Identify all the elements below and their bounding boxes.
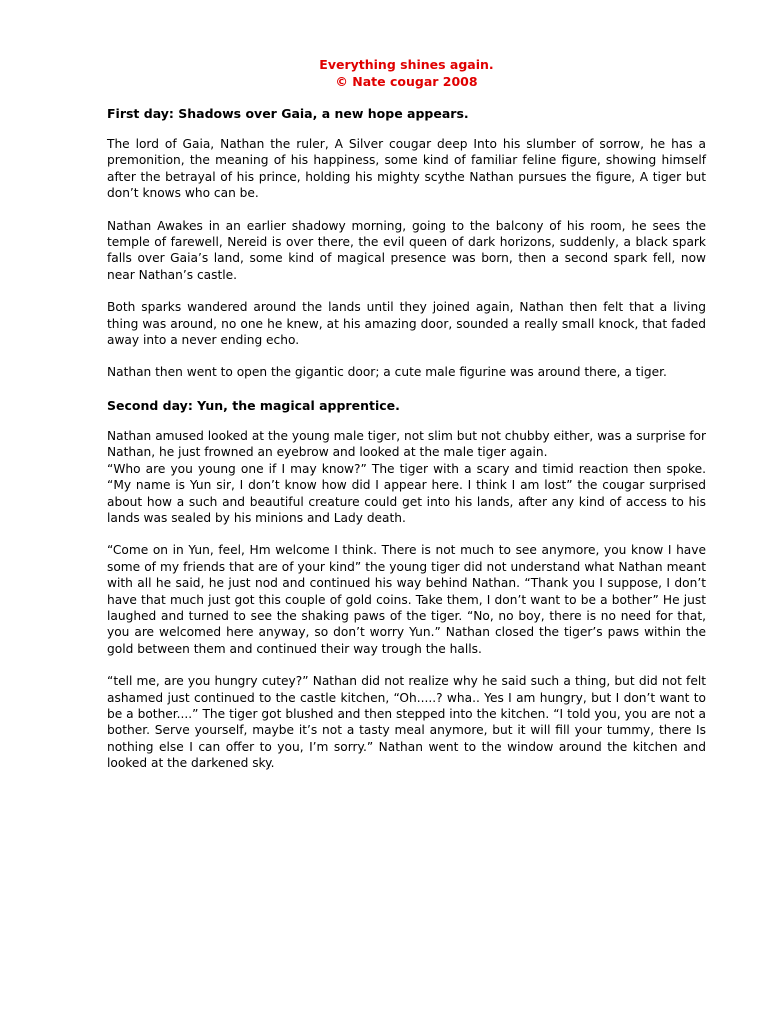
section-heading-first-day: First day: Shadows over Gaia, a new hope appears.: [107, 106, 469, 121]
paragraph: Nathan then went to open the gigantic door; a cute male figurine was around there, a tiger.: [107, 365, 667, 380]
title-block: [107, 56, 706, 90]
section-heading-second-day: Second day: Yun, the magical apprentice.: [107, 397, 400, 413]
paragraph: The lord of Gaia, Nathan the ruler, A Silver cougar deep Into his slumber of sorrow, he has a premonition, the meaning of his happiness, some kind of familiar feline figure, showing himself after the betrayal of his prince, holding his mighty scythe Nathan pursues the figure, A tiger but don’t knows who can be.: [107, 137, 706, 201]
paragraph: “tell me, are you hungry cutey?” Nathan did not realize why he said such a thing, but did not felt ashamed just continued to the castle kitchen, “Oh.....? wha.. Yes I am hungry, but I don’t want to be a bother....” The tiger got blushed and then stepped into the kitchen. “I told you, you are not a bother. Serve yourself, maybe it’s not a tasty meal anymore, but it will fill your tummy, there Is nothing else I can offer to you, I’m sorry.” Nathan went to the window around the kitchen and looked at the darkened sky.: [107, 674, 706, 771]
document-title: Everything shines again.: [319, 57, 494, 72]
copyright-line: © Nate cougar 2008: [335, 74, 478, 89]
paragraph: Nathan amused looked at the young male tiger, not slim but not chubby either, was a surprise for Nathan, he just frowned an eyebrow and looked at the male tiger again.: [107, 428, 706, 460]
paragraph: “Come on in Yun, feel, Hm welcome I think. There is not much to see anymore, you know I have some of my friends that are of your kind” the young tiger did not understand what Nathan meant with all he said, he just nod and continued his way behind Nathan. “Thank you I suppose, I don’t have that much just got this couple of gold coins. Take them, I don’t want to be a bother” He just laughed and turned to see the shaking paws of the tiger. “No, no boy, there is no need for that, you are welcomed here anyway, so don’t worry Yun.” Nathan closed the tiger’s paws within the gold between them and continued their way trough the halls.: [107, 543, 706, 656]
paragraph: Both sparks wandered around the lands until they joined again, Nathan then felt that a living thing was around, no one he knew, at his amazing door, sounded a really small knock, that faded away into a never ending echo.: [107, 300, 706, 348]
paragraph: Nathan Awakes in an earlier shadowy morning, going to the balcony of his room, he sees the temple of farewell, Nereid is over there, the evil queen of dark horizons, suddenly, a black spark falls over Gaia’s land, some kind of magical presence was born, then a second spark fell, now near Nathan’s castle.: [107, 218, 706, 282]
paragraph: “Who are you young one if I may know?” The tiger with a scary and timid reaction then spoke. “My name is Yun sir, I don’t know how did I appear here. I think I am lost” the cougar surprised about how a such and beautiful creature could get into his lands, after any kind of access to his lands was sealed by his minions and Lady death.: [107, 461, 706, 525]
